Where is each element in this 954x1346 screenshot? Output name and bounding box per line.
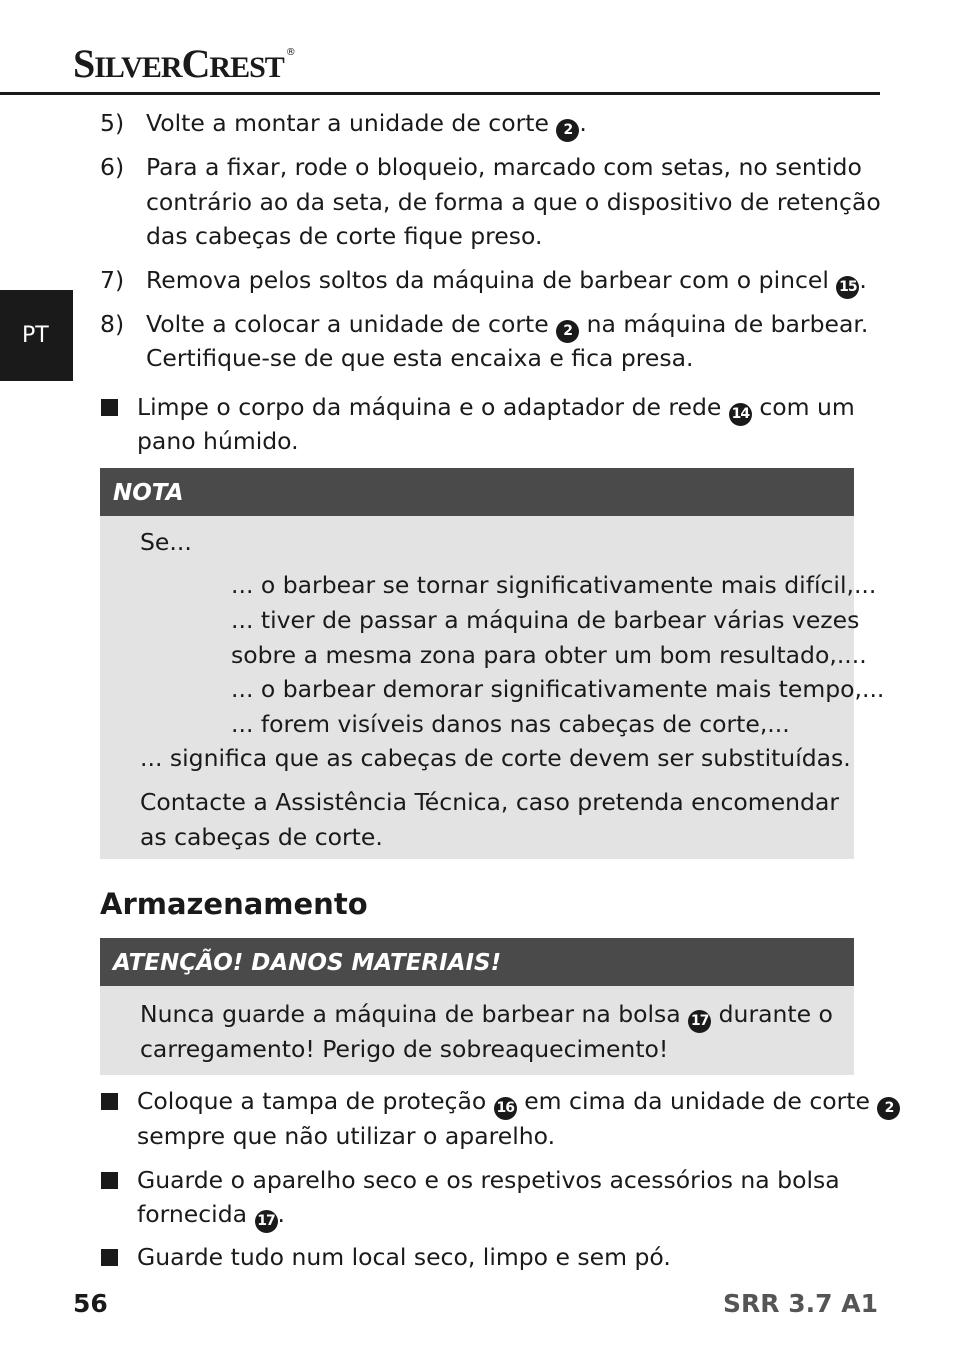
part-ref-badge: 14	[729, 403, 752, 426]
step-number: 8)	[100, 310, 125, 338]
header-rule	[0, 92, 880, 95]
step-text: Remova pelos soltos da máquina de barbear com o pincel 15 .	[146, 263, 867, 299]
note-contact: Contacte a Assistência Técnica, caso pretenda encomendar	[140, 788, 840, 816]
brand-logo: SILVERCREST ®	[73, 41, 295, 86]
part-ref-badge: 16	[494, 1097, 517, 1120]
part-ref-badge: 17	[255, 1210, 278, 1233]
step-text: contrário ao da seta, de forma a que o dispositivo de retenção	[146, 188, 881, 216]
bullet-text: Guarde tudo num local seco, limpo e sem pó.	[137, 1243, 671, 1271]
bullet-square-icon	[101, 1093, 118, 1110]
model-number: SRR 3.7 A1	[723, 1289, 878, 1318]
part-ref-badge: 2	[556, 320, 579, 343]
note-intro: Se...	[140, 528, 192, 556]
language-tab: PT	[0, 290, 73, 381]
note-condition: ... o barbear se tornar significativamente mais difícil,...	[231, 571, 877, 599]
note-condition: ... o barbear demorar significativamente mais tempo,...	[231, 675, 885, 703]
step-text: Volte a montar a unidade de corte 2 .	[146, 106, 587, 142]
warning-text: carregamento! Perigo de sobreaquecimento!	[140, 1035, 669, 1063]
step-number: 5)	[100, 109, 125, 137]
step-text: Volte a colocar a unidade de corte 2 na máquina de barbear.	[146, 307, 868, 343]
warning-text: Nunca guarde a máquina de barbear na bolsa 17 durante o	[140, 997, 833, 1033]
bullet-square-icon	[101, 399, 118, 416]
note-conclusion: ... significa que as cabeças de corte devem ser substituídas.	[140, 744, 851, 772]
section-heading: Armazenamento	[100, 887, 368, 921]
part-ref-badge: 17	[688, 1010, 711, 1033]
bullet-text: sempre que não utilizar o aparelho.	[137, 1122, 556, 1150]
bullet-text: Guarde o aparelho seco e os respetivos acessórios na bolsa	[137, 1166, 840, 1194]
bullet-text: pano húmido.	[137, 427, 299, 455]
bullet-text: fornecida 17 .	[137, 1197, 285, 1233]
step-text: Para a fixar, rode o bloqueio, marcado com setas, no sentido	[146, 153, 862, 181]
note-contact: as cabeças de corte.	[140, 823, 383, 851]
page-number: 56	[73, 1289, 108, 1318]
note-condition: ... tiver de passar a máquina de barbear várias vezes	[231, 606, 860, 634]
bullet-text: Limpe o corpo da máquina e o adaptador de rede 14 com um	[137, 390, 855, 426]
bullet-text: Coloque a tampa de proteção 16 em cima da unidade de corte 2	[137, 1084, 900, 1120]
step-number: 6)	[100, 153, 125, 181]
step-text: Certifique-se de que esta encaixa e fica presa.	[146, 344, 694, 372]
step-text: das cabeças de corte fique preso.	[146, 222, 543, 250]
part-ref-badge: 2	[877, 1097, 900, 1120]
step-number: 7)	[100, 266, 125, 294]
bullet-square-icon	[101, 1172, 118, 1189]
warning-title: ATENÇÃO! DANOS MATERIAIS!	[100, 938, 854, 986]
part-ref-badge: 15	[836, 276, 859, 299]
part-ref-badge: 2	[556, 119, 579, 142]
note-condition: ... forem visíveis danos nas cabeças de corte,...	[231, 710, 790, 738]
note-condition: sobre a mesma zona para obter um bom resultado,....	[231, 641, 867, 669]
note-title: NOTA	[100, 468, 854, 516]
bullet-square-icon	[101, 1249, 118, 1266]
